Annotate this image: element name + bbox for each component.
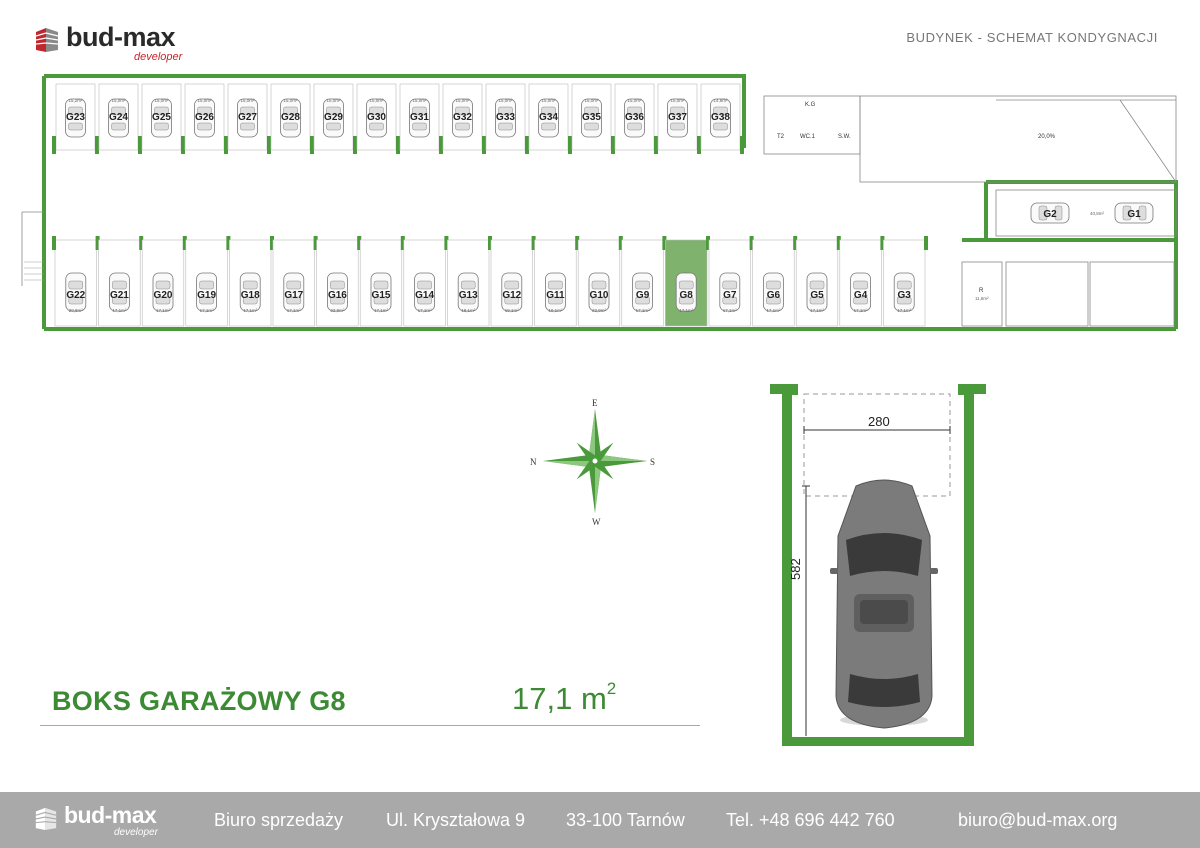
- stall-g2[interactable]: [1031, 203, 1069, 223]
- svg-text:G2: G2: [1043, 209, 1057, 220]
- stall-g33[interactable]: [486, 84, 525, 150]
- stall-label: G25: [152, 112, 171, 123]
- compass-west: W: [592, 517, 601, 526]
- stall-area: 17,1m²: [897, 308, 912, 313]
- garage-box-title: BOKS GARAŻOWY G8: [52, 686, 346, 716]
- footer-logo-name: bud-max: [64, 802, 157, 828]
- room-wc-label: WC.1: [800, 134, 815, 140]
- stall-g35[interactable]: [572, 84, 611, 150]
- area-value: 17,1 m: [512, 681, 607, 716]
- stall-area: 15,0m²: [283, 98, 298, 103]
- stall-label: G11: [546, 290, 565, 301]
- footer-city: 33-100 Tarnów: [566, 810, 685, 830]
- stall-label: G34: [539, 112, 558, 123]
- footer-bar: [0, 792, 1200, 848]
- stall-g15[interactable]: [360, 240, 402, 326]
- stall-g18[interactable]: [229, 240, 271, 326]
- stall-g20[interactable]: [142, 240, 184, 326]
- stall-g30[interactable]: [357, 84, 396, 150]
- stall-label: G9: [635, 290, 650, 301]
- stall-label: G31: [410, 112, 429, 123]
- stall-g37[interactable]: [658, 84, 697, 150]
- stall-label: G26: [195, 112, 214, 123]
- g1-g2-area: 40,8m²: [1090, 211, 1105, 216]
- compass-rose-icon: [528, 396, 658, 526]
- stall-area: 17,1m²: [853, 308, 868, 313]
- stall-area: 17,1m²: [635, 308, 650, 313]
- top-row-stalls: [52, 84, 744, 154]
- compass-south: S: [650, 457, 656, 467]
- stall-area: 15,0m²: [240, 98, 255, 103]
- stall-area: 15,0m²: [412, 98, 427, 103]
- stall-g17[interactable]: [273, 240, 315, 326]
- stall-g7[interactable]: [709, 240, 751, 326]
- stall-label: G5: [810, 290, 824, 301]
- page-heading: BUDYNEK - SCHEMAT KONDYGNACJI: [906, 30, 1158, 45]
- stall-g28[interactable]: [271, 84, 310, 150]
- stall-label: G22: [66, 290, 86, 301]
- footer-logo-subtitle: developer: [114, 827, 158, 838]
- floor-plan: [0, 0, 1200, 340]
- stall-g16[interactable]: [317, 240, 359, 326]
- stall-area: 19,1m²: [504, 308, 519, 313]
- stall-label: G13: [458, 290, 478, 301]
- stall-label: G33: [496, 112, 515, 123]
- stall-area: 20,8m²: [68, 308, 83, 313]
- stall-g11[interactable]: [535, 240, 577, 326]
- stall-area: 15,2m²: [68, 98, 83, 103]
- stall-area: 17,1m²: [112, 308, 127, 313]
- stall-g32[interactable]: [443, 84, 482, 150]
- stall-g10[interactable]: [578, 240, 620, 326]
- stall-label: G29: [324, 112, 343, 123]
- stall-g12[interactable]: [491, 240, 533, 326]
- stall-label: G16: [327, 290, 347, 301]
- garage-box-detail: [760, 376, 1010, 756]
- stall-g22[interactable]: [55, 240, 97, 326]
- stall-label: G38: [711, 112, 730, 123]
- ramp-slope-label: 20,0%: [1038, 134, 1056, 140]
- stall-label: G7: [723, 290, 737, 301]
- stairs-icon: [24, 262, 44, 280]
- stall-label: G27: [238, 112, 257, 123]
- footer-office: Biuro sprzedaży: [214, 810, 344, 830]
- stall-g26[interactable]: [185, 84, 224, 150]
- stall-g31[interactable]: [400, 84, 439, 150]
- stall-area: 18,1m²: [461, 308, 476, 313]
- stall-area: 17,1m²: [373, 308, 389, 313]
- stall-label: G15: [371, 290, 391, 301]
- stall-label: G36: [625, 112, 644, 123]
- stall-area: 22,9m²: [330, 308, 345, 313]
- room-r-area: 11,8m²: [975, 296, 989, 301]
- stall-label: G23: [66, 112, 85, 123]
- stall-label: G12: [502, 290, 522, 301]
- stall-g36[interactable]: [615, 84, 654, 150]
- stall-area: 14,8m²: [713, 98, 728, 103]
- stall-area: 15,0m²: [541, 98, 556, 103]
- stall-area: 15,0m²: [498, 98, 513, 103]
- stall-area: 15,0m²: [326, 98, 341, 103]
- stall-g29[interactable]: [314, 84, 353, 150]
- bottom-row-stalls: [52, 236, 928, 326]
- stall-label: G10: [589, 290, 609, 301]
- stall-g38[interactable]: [701, 84, 740, 150]
- stall-area: 15,0m²: [369, 98, 384, 103]
- car-top-view-icon: [830, 480, 938, 728]
- stall-area: 17,1m²: [417, 308, 432, 313]
- room-kg-label: K.G: [805, 102, 816, 108]
- stall-g8[interactable]: [665, 240, 707, 326]
- stall-label: G35: [582, 112, 601, 123]
- footer-street: Ul. Kryształowa 9: [386, 810, 526, 830]
- stall-label: G28: [281, 112, 300, 123]
- logo-name: bud-max: [66, 22, 176, 52]
- stall-label: G4: [853, 290, 868, 301]
- stall-area: 17,1m²: [243, 308, 258, 313]
- stall-label: G3: [897, 290, 911, 301]
- room-sw-label: S.W.: [838, 134, 851, 140]
- stall-label: G18: [240, 290, 260, 301]
- footer-email-link[interactable]: biuro@bud-max.org: [958, 810, 1118, 830]
- stall-g14[interactable]: [404, 240, 446, 326]
- room-t2-label: T2: [777, 134, 785, 140]
- stall-area: 15,0m²: [455, 98, 470, 103]
- title-divider: [40, 725, 700, 726]
- stall-area: 17,1m²: [766, 308, 781, 313]
- stall-area: 17,1m²: [286, 308, 301, 313]
- stall-label: G37: [668, 112, 687, 123]
- stall-g34[interactable]: [529, 84, 568, 150]
- stall-g4[interactable]: [840, 240, 882, 326]
- stall-area: 17,1m²: [809, 308, 825, 313]
- stall-label: G17: [284, 290, 304, 301]
- garage-box-area: [512, 681, 616, 717]
- stall-g24[interactable]: [99, 84, 138, 150]
- stall-area: 15,0m²: [627, 98, 642, 103]
- stall-area: 17,1m²: [679, 308, 694, 313]
- stall-area: 17,1m²: [155, 308, 171, 313]
- logo-subtitle: developer: [134, 51, 183, 63]
- stall-area: 17,1m²: [722, 308, 737, 313]
- stall-area: 17,1m²: [199, 308, 214, 313]
- svg-text:G1: G1: [1127, 209, 1141, 220]
- stall-area: 15,0m²: [670, 98, 685, 103]
- stall-g21[interactable]: [99, 240, 141, 326]
- compass-east: E: [592, 398, 598, 408]
- stall-g9[interactable]: [622, 240, 664, 326]
- stall-label: G8: [679, 290, 693, 301]
- stall-label: G24: [109, 112, 128, 123]
- stall-label: G30: [367, 112, 386, 123]
- stall-label: G20: [153, 290, 173, 301]
- footer-logo-icon: [34, 804, 58, 832]
- box-width-dimension: 280: [868, 414, 890, 429]
- stall-label: G14: [415, 290, 435, 301]
- stall-g19[interactable]: [186, 240, 228, 326]
- stall-g3[interactable]: [883, 240, 925, 326]
- stall-g13[interactable]: [447, 240, 489, 326]
- stall-g6[interactable]: [753, 240, 795, 326]
- stall-area: 22,9m²: [591, 308, 607, 313]
- stall-label: G6: [766, 290, 781, 301]
- stall-label: G19: [197, 290, 217, 301]
- stall-g1[interactable]: [1115, 203, 1153, 223]
- stall-g25[interactable]: [142, 84, 181, 150]
- footer-phone[interactable]: Tel. +48 696 442 760: [726, 810, 895, 830]
- stall-area: 15,0m²: [111, 98, 126, 103]
- box-length-dimension: 582: [788, 558, 803, 580]
- room-r-label: R: [979, 288, 984, 294]
- compass-north: N: [530, 457, 537, 467]
- stall-g23[interactable]: [56, 84, 95, 150]
- stall-area: 15,0m²: [197, 98, 212, 103]
- stall-g27[interactable]: [228, 84, 267, 150]
- stall-label: G32: [453, 112, 472, 123]
- stall-g5[interactable]: [796, 240, 838, 326]
- footer-logo: [34, 802, 174, 842]
- stall-label: G21: [109, 290, 129, 301]
- stall-area: 15,0m²: [584, 98, 599, 103]
- stall-area: 19,1m²: [548, 308, 563, 313]
- stall-area: 15,0m²: [154, 98, 169, 103]
- area-unit-sup: 2: [606, 679, 617, 698]
